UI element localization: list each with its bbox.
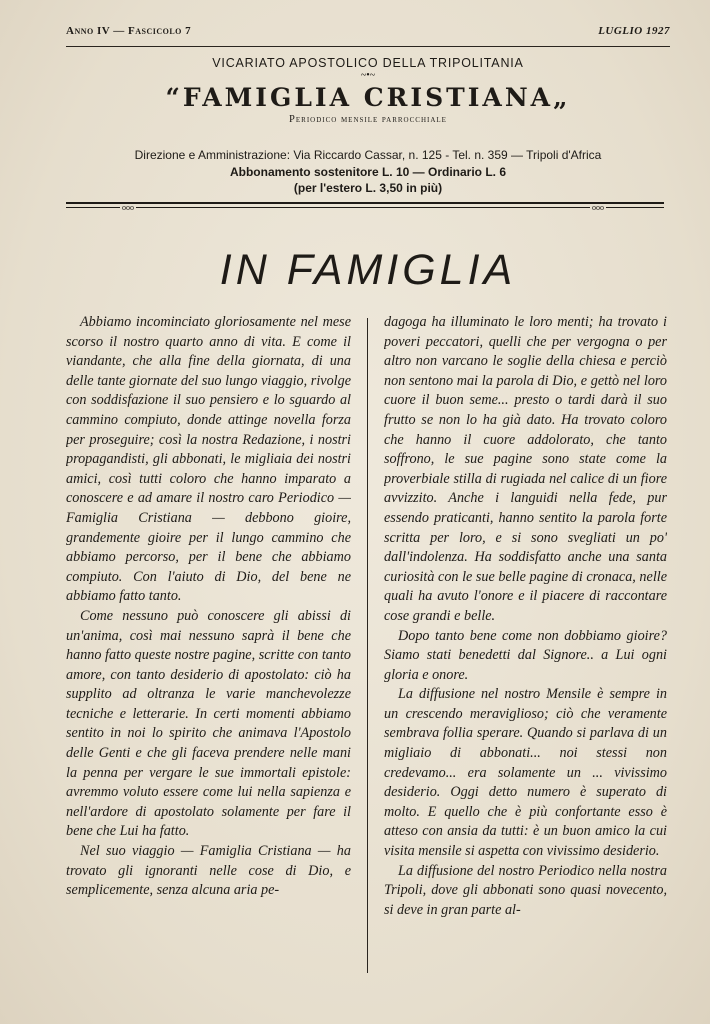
- paragraph: Abbiamo incominciato gloriosamente nel mese scorso il nostro quarto anno di vita. E come il viandante, che alla fine della giornata, di una delle tante giornate del suo lungo viaggio, rivolge con soddisfazione il suo pensiero e lo sguardo al cammino compiuto, donde attinge novella forza per proseguire; così la nostra Redazione, i nostri propagandisti, gli abbonati, le migliaia dei nostri amici, così tutti coloro che hanno imparato a conoscere e ad amare il nostro caro Periodico — Famiglia Cristiana — debbono gioire, grandemente gioire per il lungo cammino che abbiamo percorso, per il bene che abbiamo compiuto. Con l'aiuto di Dio, del bene ne abbiamo fatto tanto.: [66, 314, 351, 605]
- paragraph: Nel suo viaggio — Famiglia Cristiana — ha trovato gli ignoranti nelle cose di Dio, e semplicemente, senza alcuna aria pe-: [66, 843, 351, 899]
- small-ornament-icon: ~•~: [360, 70, 376, 81]
- page-bottom-margin: [0, 985, 710, 1024]
- address-line: Direzione e Amministrazione: Via Riccardo Cassar, n. 125 - Tel. n. 359 — Tripoli d'Africa: [134, 148, 602, 162]
- paragraph: La diffusione del nostro Periodico nella nostra Tripoli, dove gli abbonati sono quasi novecento, si deve in gran parte al-: [384, 862, 667, 918]
- rule-ornament-icon: ooo: [122, 203, 134, 212]
- column-divider: [367, 318, 368, 973]
- header-rule-thin: [66, 207, 664, 208]
- article-right-column: [384, 313, 667, 983]
- paragraph: Come nessuno può conoscere gli abissi di un'anima, così mai nessuno saprà il bene che hanno fatto queste nostre pagine, scritte con tanto amore, con tanto desiderio di apostolato: ciò ha supplito ad oltranza le varie manchevolezze tecniche e letterarie. In certi momenti abbiamo sentito in noi lo spirito che animava l'Apostolo delle Genti e che gli faceva prendere nelle mani la penna per vergare le sue immortali epistole: avremmo voluto essere come lui nella sapienza e nell'ardore di apostolato solamente per fare il bene che Lui ha fatto.: [66, 607, 351, 840]
- running-head: [66, 25, 670, 41]
- rule-ornament-icon: ooo: [592, 203, 604, 212]
- vicariato-line: VICARIATO APOSTOLICO DELLA TRIPOLITANIA: [212, 56, 524, 70]
- publication-subtitle: Periodico mensile parrocchiale: [289, 114, 447, 125]
- article-left-column: [66, 313, 351, 983]
- publication-title: “FAMIGLIA CRISTIANA„: [165, 83, 571, 112]
- subscription-line: Abbonamento sostenitore L. 10 — Ordinario L. 6: [229, 165, 507, 179]
- masthead: [66, 56, 670, 125]
- paragraph: dagoga ha illuminato le loro menti; ha trovato i poveri peccatori, quelli che per vergogna o per altro non varcano le soglie della chiesa e perciò non sentono mai la parola di Dio, e gettò nel loro cuore il buon seme... presto o tardi darà il suo frutto se non lo ha già dato. Ha trovato coloro che hanno il cuore addolorato, che tanto soffrono, le sue pagine sono state come la proverbiale stilla di rugiada nel calice di un fiore avvizzito. Anche i languidi nella fede, pur essendo praticanti, hanno sentito la parola forte scritta per loro, e si sono svegliati un po' dall'indolenza. Ha soddisfatto anche una santa curiosità con le sue belle pagine di cronaca, nelle quali ha avuto l'onore e il piacere di raccontare cose grandi e belle.: [384, 314, 667, 624]
- issue-number: Anno IV — Fascicolo 7: [66, 25, 192, 37]
- paragraph: La diffusione nel nostro Mensile è sempre in un crescendo meraviglioso; ciò che veramente sembrava follia sperare. Quando si parlava di un migliaio di abbonati... noi stessi non credevamo... era solamente un ... vivissimo desiderio. Oggi detto numero è superato di molto. E quello che è più confortante esso è atteso con ansia da tutti: è un buon amico la cui visita mensile si aspetta con vivissimo desiderio.: [384, 686, 667, 860]
- paragraph: Dopo tanto bene come non dobbiamo gioire? Siamo stati benedetti dal Signore.. a Lui ogni gloria e onore.: [384, 627, 667, 683]
- header-rule: [66, 202, 664, 204]
- article-headline: IN FAMIGLIA: [219, 246, 517, 294]
- foreign-subscription-line: (per l'estero L. 3,50 in più): [293, 181, 443, 195]
- top-rule: [66, 46, 670, 47]
- issue-date: LUGLIO 1927: [598, 25, 670, 37]
